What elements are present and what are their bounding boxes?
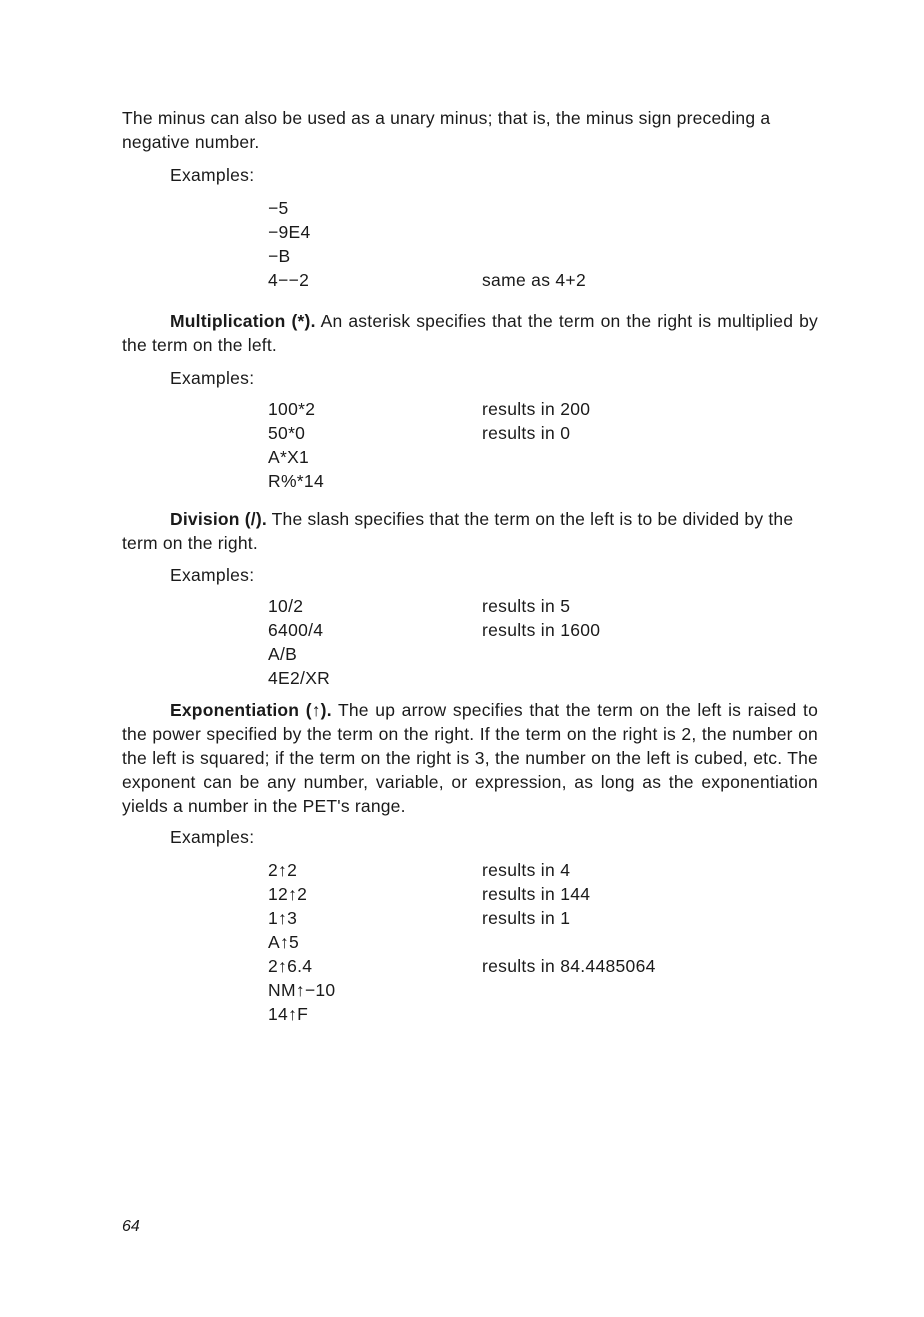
example-expression: 1↑3 [268,908,298,928]
example-expression: −5 [268,198,289,218]
example-result: results in 84.4485064 [482,956,656,976]
example-row [268,594,768,618]
example-expression: NM↑−10 [268,980,336,1000]
example-expression: 2↑2 [268,860,298,880]
example-row [268,930,768,954]
exponentiation-text: The up arrow specifies that the term on the left is raised to the power specified by the term on the right. If the term on the right is 2, the number on the left is squared; if the term on the right is 3, the number on the left is cubed, etc. The exponent can be any number, variable, or expression, as long as the exponentiation yields a number in the PET's range. [122,700,818,816]
example-row [268,421,768,445]
intro-text: The minus can also be used as a unary minus; that is, the minus sign preceding a negative number. [122,108,771,152]
example-row [268,268,768,292]
unary-minus-examples-label: Examples: [170,165,255,185]
multiplication-paragraph [122,309,818,357]
exponentiation-paragraph [122,698,818,818]
example-expression: 50*0 [268,423,306,443]
example-expression: A/B [268,644,298,664]
example-row [268,397,768,421]
example-expression: 12↑2 [268,884,308,904]
example-row [268,1002,768,1026]
example-row [268,954,768,978]
example-expression: 14↑F [268,1004,309,1024]
example-expression: −9E4 [268,222,311,242]
division-examples-label: Examples: [170,565,255,585]
division-heading: Division (/). [170,509,267,529]
division-paragraph [122,507,818,555]
example-result: results in 0 [482,423,571,443]
example-row [268,220,768,244]
division-examples [268,594,768,690]
example-row [268,445,768,469]
example-result: same as 4+2 [482,270,586,290]
example-result: results in 4 [482,860,571,880]
example-result: results in 1 [482,908,571,928]
example-expression: 2↑6.4 [268,956,313,976]
intro-paragraph [122,106,818,154]
example-row [268,642,768,666]
exponentiation-examples [268,858,768,1026]
example-result: results in 5 [482,596,571,616]
example-expression: A*X1 [268,447,310,467]
example-expression: 4−−2 [268,270,310,290]
example-row [268,196,768,220]
example-row [268,906,768,930]
multiplication-examples-label: Examples: [170,368,255,388]
example-expression: A↑5 [268,932,300,952]
example-row [268,469,768,493]
example-result: results in 1600 [482,620,601,640]
example-expression: −B [268,246,291,266]
multiplication-examples [268,397,768,493]
example-expression: R%*14 [268,471,324,491]
example-expression: 4E2/XR [268,668,331,688]
example-result: results in 200 [482,399,591,419]
example-expression: 10/2 [268,596,304,616]
exponentiation-examples-label: Examples: [170,827,255,847]
example-expression: 6400/4 [268,620,324,640]
example-expression: 100*2 [268,399,316,419]
multiplication-text: An asterisk specifies that the term on the right is multiplied by the term on the left. [122,311,818,355]
unary-minus-examples [268,196,768,292]
example-row [268,666,768,690]
example-row [268,858,768,882]
example-result: results in 144 [482,884,591,904]
page-number: 64 [122,1218,140,1235]
exponentiation-heading: Exponentiation (↑). [170,700,332,720]
example-row [268,978,768,1002]
example-row [268,244,768,268]
example-row [268,618,768,642]
multiplication-heading: Multiplication (*). [170,311,316,331]
division-text: The slash specifies that the term on the left is to be divided by the term on the right. [122,509,794,553]
example-row [268,882,768,906]
